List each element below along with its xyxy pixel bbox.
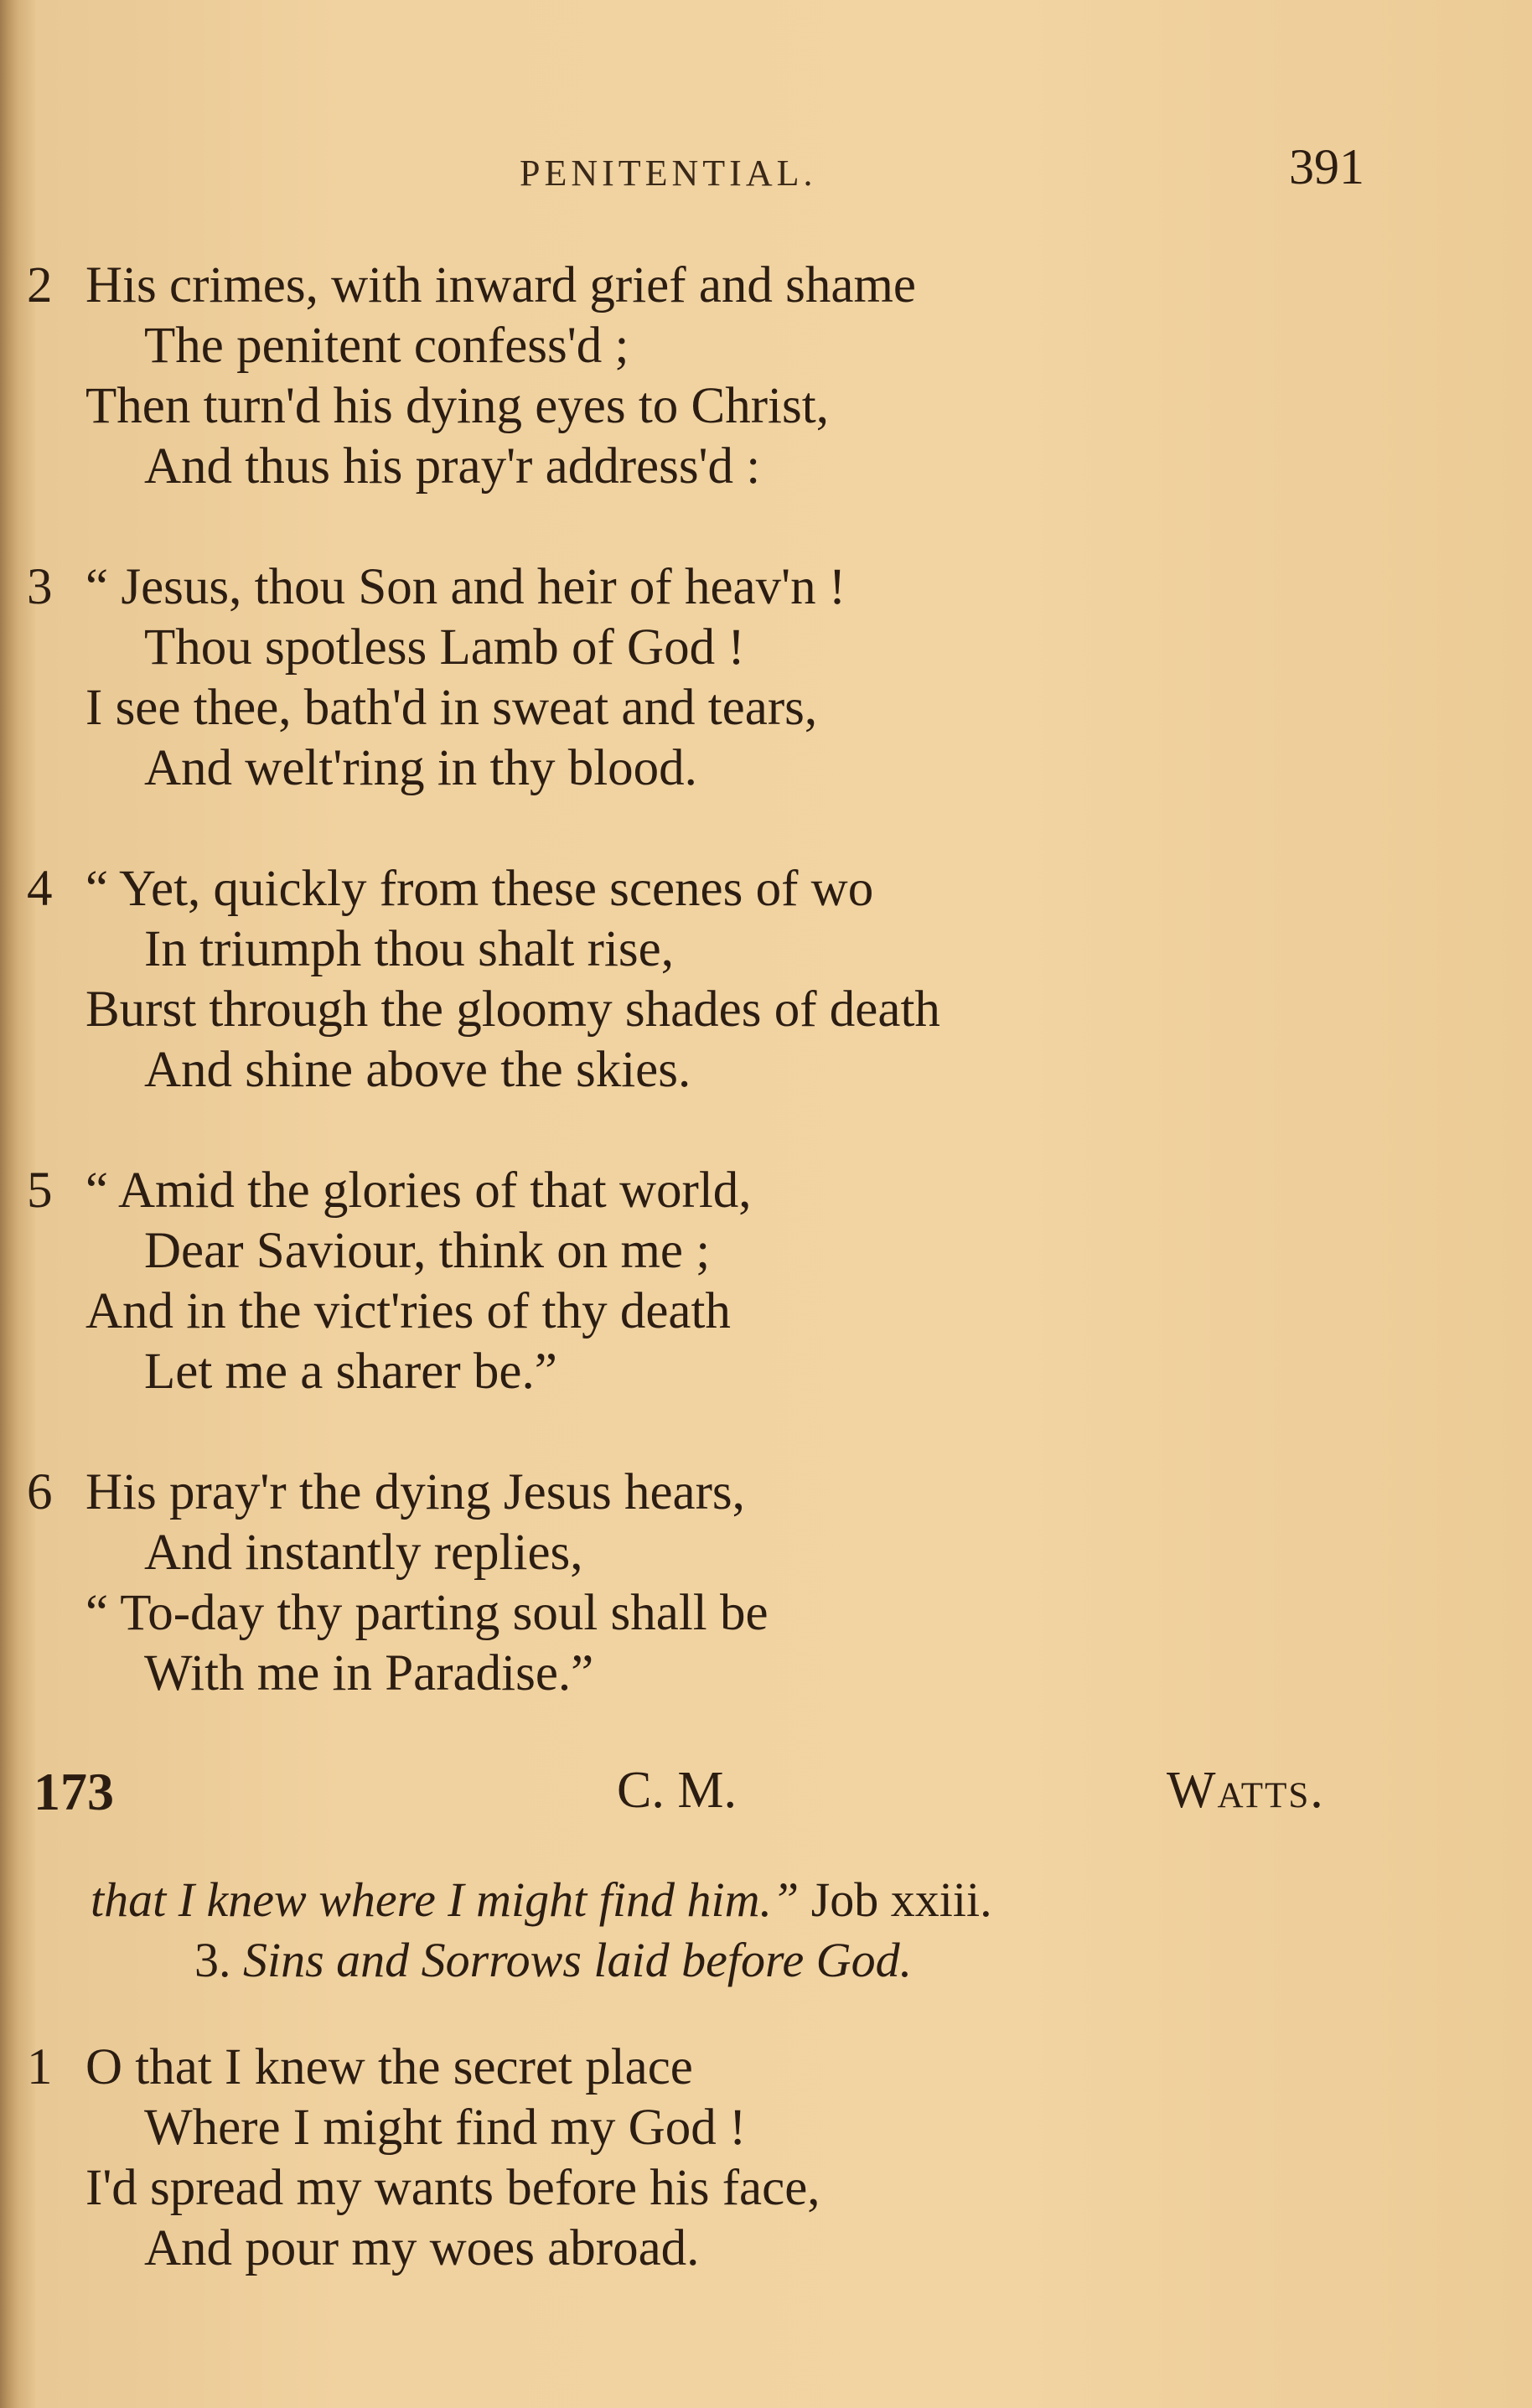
hymn-header <box>0 1761 1532 1836</box>
hymn-title: Sins and Sorrows laid before God. <box>243 1933 913 1987</box>
verse-text: “ Yet, quickly from these scenes of wo <box>85 861 874 917</box>
verse-line <box>0 316 1532 376</box>
verse-line <box>0 678 1532 738</box>
verse-text: I see thee, bath'd in sweat and tears, <box>85 680 818 736</box>
verse-line <box>0 557 1532 618</box>
verse-line <box>0 437 1532 497</box>
verse-line <box>0 1463 1532 1523</box>
epigraph-line <box>0 1870 1532 1930</box>
verse-line <box>0 2219 1532 2279</box>
verse-text: And in the vict'ries of thy death <box>85 1283 731 1339</box>
stanza <box>0 557 1532 799</box>
verse-text: Burst through the gloomy shades of death <box>85 981 940 1038</box>
verse-line <box>0 376 1532 437</box>
hymn-number: 173 <box>34 1762 114 1821</box>
epigraph-reference-verse: 3. <box>194 1933 231 1987</box>
hymn-epigraph <box>0 1870 1532 1991</box>
epigraph-reference: Job xxiii. <box>810 1872 992 1927</box>
verse-text: In triumph thou shalt rise, <box>144 921 674 977</box>
page-header <box>0 138 1532 197</box>
verse-text: Let me a sharer be.” <box>144 1344 557 1400</box>
verse-line <box>0 2038 1532 2098</box>
verse-text: Thou spotless Lamb of God ! <box>144 619 745 676</box>
verse-text: Where I might find my God ! <box>144 2100 747 2156</box>
verse-line <box>0 919 1532 980</box>
verse-text: His crimes, with inward grief and shame <box>85 257 916 313</box>
verse-line <box>0 618 1532 678</box>
verse-text: With me in Paradise.” <box>144 1645 594 1701</box>
stanza-number: 4 <box>27 861 53 917</box>
verse-text: “ Amid the glories of that world, <box>85 1163 752 1219</box>
verse-line <box>0 2158 1532 2219</box>
verse-line <box>0 1221 1532 1282</box>
verse-text: His pray'r the dying Jesus hears, <box>85 1464 745 1520</box>
verse-line <box>0 1161 1532 1221</box>
hymn-meter: C. M. <box>617 1762 737 1819</box>
page-number: 391 <box>1289 139 1364 194</box>
stanza <box>0 256 1532 497</box>
verse-text: I'd spread my wants before his face, <box>85 2160 820 2216</box>
verse-line <box>0 1583 1532 1644</box>
verse-line <box>0 1040 1532 1100</box>
verse-line <box>0 1342 1532 1402</box>
stanza-number: 3 <box>27 559 53 615</box>
verse-text: The penitent confess'd ; <box>144 318 629 374</box>
verse-line <box>0 256 1532 316</box>
verse-text: “ Jesus, thou Son and heir of heav'n ! <box>85 559 846 615</box>
page-content <box>0 256 1532 2339</box>
verse-line <box>0 738 1532 799</box>
verse-text: And thus his pray'r address'd : <box>144 438 761 495</box>
hymn-author: Watts. <box>1167 1762 1325 1819</box>
running-head: PENITENTIAL. <box>520 153 817 194</box>
verse-line <box>0 2098 1532 2158</box>
stanza <box>0 859 1532 1100</box>
stanza <box>0 2038 1532 2279</box>
verse-text: And welt'ring in thy blood. <box>144 740 697 796</box>
verse-text: Then turn'd his dying eyes to Christ, <box>85 378 829 434</box>
verse-text: And shine above the skies. <box>144 1042 691 1098</box>
verse-line <box>0 980 1532 1040</box>
verse-line <box>0 1644 1532 1704</box>
verse-text: O that I knew the secret place <box>85 2039 693 2095</box>
epigraph-quote: that I knew where I might find him.” <box>91 1872 800 1927</box>
stanza-number: 1 <box>27 2039 53 2095</box>
stanza <box>0 1161 1532 1402</box>
verse-line <box>0 859 1532 919</box>
verse-text: Dear Saviour, think on me ; <box>144 1223 711 1279</box>
verse-text: “ To-day thy parting soul shall be <box>85 1585 769 1641</box>
stanza-number: 5 <box>27 1163 53 1219</box>
epigraph-line <box>0 1930 1532 1991</box>
verse-text: And instantly replies, <box>144 1525 583 1581</box>
verse-line <box>0 1523 1532 1583</box>
stanza-number: 2 <box>27 257 53 313</box>
verse-text: And pour my woes abroad. <box>144 2220 700 2276</box>
verse-line <box>0 1282 1532 1342</box>
stanza <box>0 1463 1532 1704</box>
stanza-number: 6 <box>27 1464 53 1520</box>
